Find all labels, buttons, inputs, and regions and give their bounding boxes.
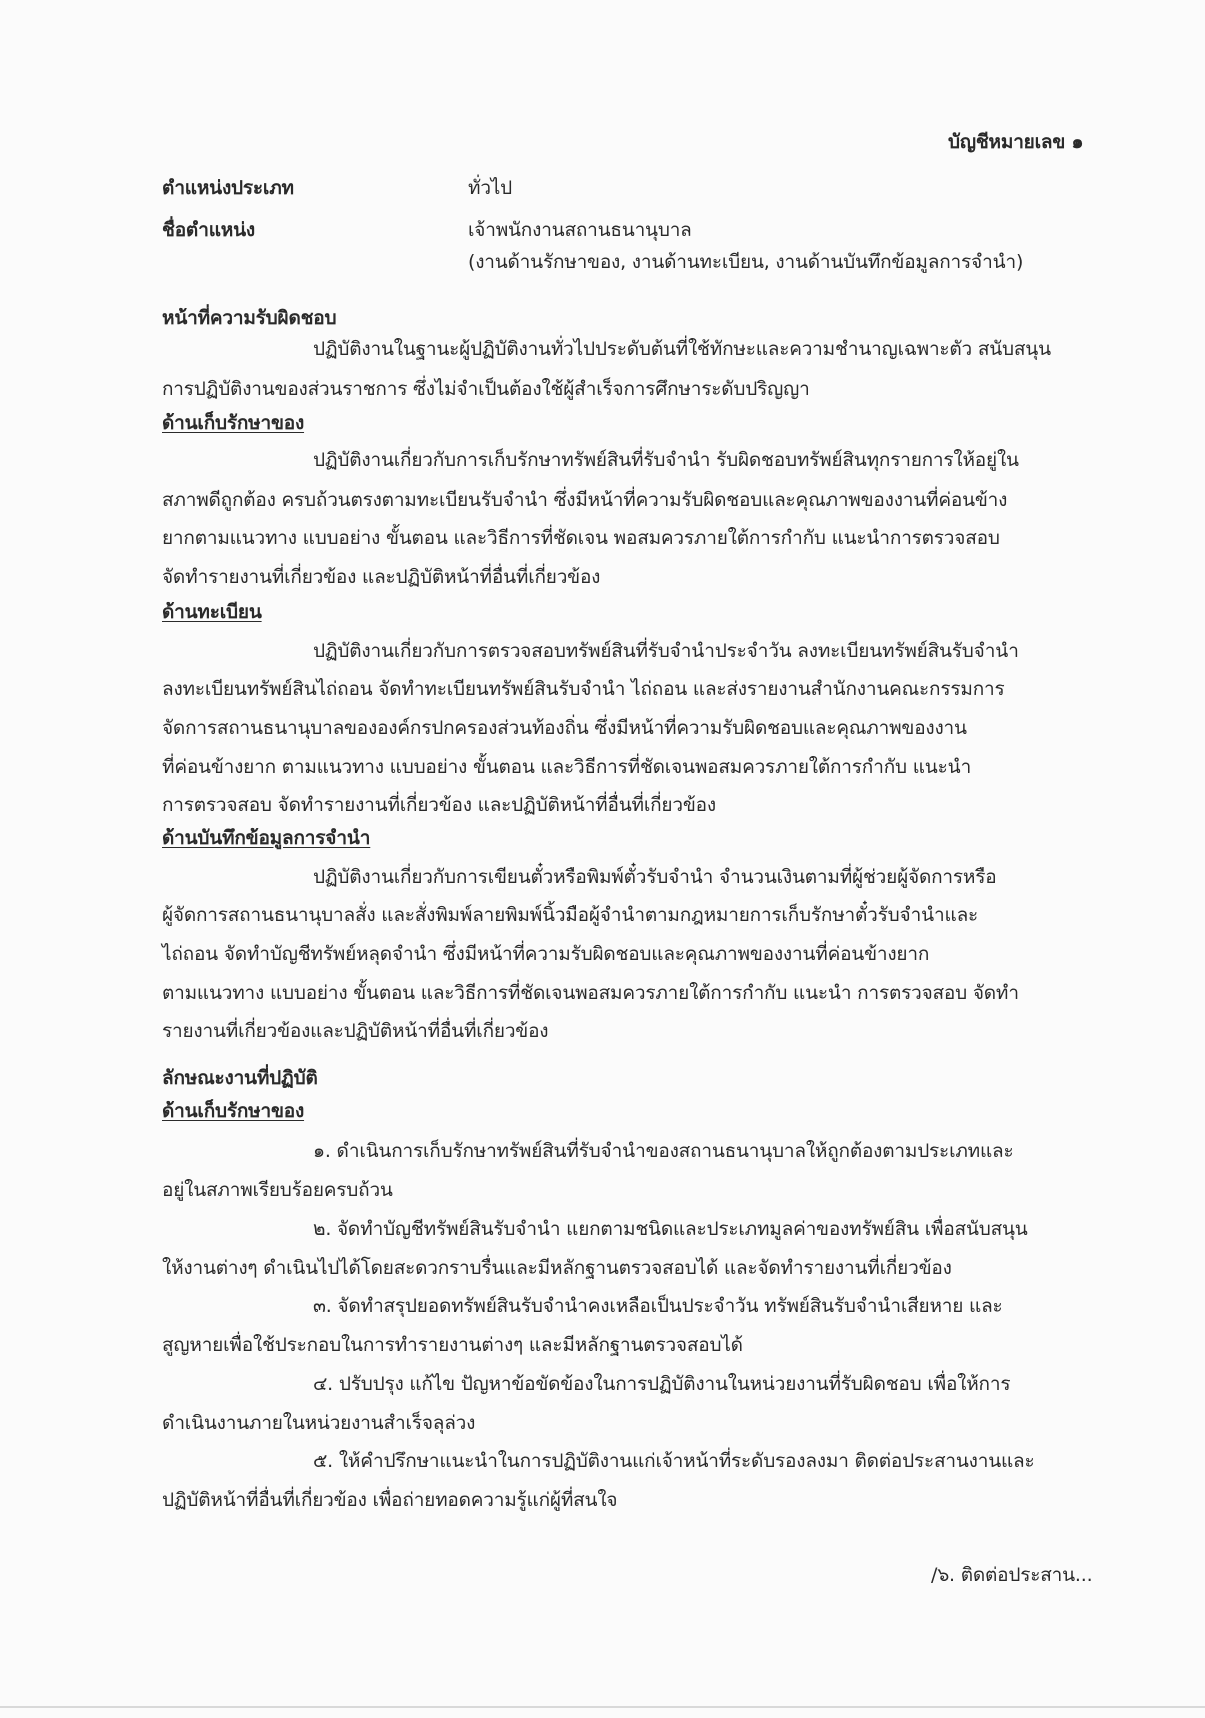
work-item-line: อยู่ในสภาพเรียบร้อยครบถ้วน <box>162 1179 393 1201</box>
list-number: บัญชีหมายเลข ๑ <box>948 131 1084 153</box>
duties-registry-heading: ด้านทะเบียน <box>162 601 262 623</box>
work-item-line: ให้งานต่างๆ ดำเนินไปได้โดยสะดวกราบรื่นและมีหลักฐานตรวจสอบได้ และจัดทำรายงานที่เกี่ยวข้อง <box>162 1257 952 1279</box>
duties-registry-line: ปฏิบัติงานเกี่ยวกับการตรวจสอบทรัพย์สินที่รับจำนำประจำวัน ลงทะเบียนทรัพย์สินรับจำนำ <box>313 640 1019 662</box>
position-name-label: ชื่อตำแหน่ง <box>162 219 255 241</box>
duties-registry-line: ลงทะเบียนทรัพย์สินไถ่ถอน จัดทำทะเบียนทรัพย์สินรับจำนำ ไถ่ถอน และส่งรายงานสำนักงานคณะกรรมการ <box>162 678 1005 700</box>
duties-registry-line: ที่ค่อนข้างยาก ตามแนวทาง แบบอย่าง ขั้นตอน และวิธีการที่ชัดเจนพอสมควรภายใต้การกำกับ แนะนำ <box>162 756 972 778</box>
duties-pawn-line: ไถ่ถอน จัดทำบัญชีทรัพย์หลุดจำนำ ซึ่งมีหน้าที่ความรับผิดชอบและคุณภาพของงานที่ค่อนข้างยาก <box>162 943 930 965</box>
work-heading: ลักษณะงานที่ปฏิบัติ <box>162 1067 318 1089</box>
work-item-line: ๕. ให้คำปรึกษาแนะนำในการปฏิบัติงานแก่เจ้าหน้าที่ระดับรองลงมา ติดต่อประสานงานและ <box>313 1450 1035 1472</box>
duties-pawn-heading: ด้านบันทึกข้อมูลการจำนำ <box>162 827 371 849</box>
work-item-line: ๓. จัดทำสรุปยอดทรัพย์สินรับจำนำคงเหลือเป็นประจำวัน ทรัพย์สินรับจำนำเสียหาย และ <box>313 1295 1003 1317</box>
duties-storage-line: ปฏิบัติงานเกี่ยวกับการเก็บรักษาทรัพย์สินที่รับจำนำ รับผิดชอบทรัพย์สินทุกรายการให้อยู่ใน <box>313 449 1019 471</box>
work-storage-heading: ด้านเก็บรักษาของ <box>162 1100 305 1122</box>
work-item-line: สูญหายเพื่อใช้ประกอบในการทำรายงานต่างๆ และมีหลักฐานตรวจสอบได้ <box>162 1334 743 1356</box>
duties-pawn-line: รายงานที่เกี่ยวข้องและปฏิบัติหน้าที่อื่นที่เกี่ยวข้อง <box>162 1020 549 1042</box>
position-name-value: เจ้าพนักงานสถานธนานุบาล <box>468 219 692 241</box>
duties-storage-line: สภาพดีถูกต้อง ครบถ้วนตรงตามทะเบียนรับจำนำ ซึ่งมีหน้าที่ความรับผิดชอบและคุณภาพของงานที่ค่อนข้าง <box>162 489 1008 511</box>
duties-registry-line: การตรวจสอบ จัดทำรายงานที่เกี่ยวข้อง และปฏิบัติหน้าที่อื่นที่เกี่ยวข้อง <box>162 794 716 816</box>
work-item-line: ปฏิบัติหน้าที่อื่นที่เกี่ยวข้อง เพื่อถ่ายทอดความรู้แก่ผู้ที่สนใจ <box>162 1489 618 1511</box>
footer-continuation: /๖. ติดต่อประสาน... <box>931 1564 1093 1586</box>
work-item-line: ๑. ดำเนินการเก็บรักษาทรัพย์สินที่รับจำนำของสถานธนานุบาลให้ถูกต้องตามประเภทและ <box>313 1140 1014 1162</box>
duties-pawn-line: ปฏิบัติงานเกี่ยวกับการเขียนตั๋วหรือพิมพ์ตั๋วรับจำนำ จำนวนเงินตามที่ผู้ช่วยผู้จัดการหรือ <box>313 866 997 888</box>
duties-storage-line: จัดทำรายงานที่เกี่ยวข้อง และปฏิบัติหน้าที่อื่นที่เกี่ยวข้อง <box>162 566 601 588</box>
position-name-detail: (งานด้านรักษาของ, งานด้านทะเบียน, งานด้านบันทึกข้อมูลการจำนำ) <box>468 251 1024 273</box>
duties-heading: หน้าที่ความรับผิดชอบ <box>162 307 337 329</box>
duties-storage-heading: ด้านเก็บรักษาของ <box>162 412 305 434</box>
position-type-label: ตำแหน่งประเภท <box>162 177 294 199</box>
work-item-line: ดำเนินงานภายในหน่วยงานสำเร็จลุล่วง <box>162 1412 476 1434</box>
duties-pawn-line: ผู้จัดการสถานธนานุบาลสั่ง และสั่งพิมพ์ลายพิมพ์นิ้วมือผู้จำนำตามกฎหมายการเก็บรักษาตั๋วรับจำนำและ <box>162 904 979 926</box>
duties-intro-line: การปฏิบัติงานของส่วนราชการ ซึ่งไม่จำเป็นต้องใช้ผู้สำเร็จการศึกษาระดับปริญญา <box>162 378 810 400</box>
duties-registry-line: จัดการสถานธนานุบาลขององค์กรปกครองส่วนท้องถิ่น ซึ่งมีหน้าที่ความรับผิดชอบและคุณภาพของงาน <box>162 717 967 739</box>
duties-pawn-line: ตามแนวทาง แบบอย่าง ขั้นตอน และวิธีการที่ชัดเจนพอสมควรภายใต้การกำกับ แนะนำ การตรวจสอบ จัดทำ <box>162 982 1019 1004</box>
page-edge-line <box>0 1706 1205 1708</box>
position-type-value: ทั่วไป <box>468 177 513 199</box>
work-item-line: ๔. ปรับปรุง แก้ไข ปัญหาข้อขัดข้องในการปฏิบัติงานในหน่วยงานที่รับผิดชอบ เพื่อให้การ <box>313 1373 1011 1395</box>
duties-intro-line: ปฏิบัติงานในฐานะผู้ปฏิบัติงานทั่วไปประดับต้นที่ใช้ทักษะและความชำนาญเฉพาะตัว สนับสนุน <box>313 338 1051 360</box>
work-item-line: ๒. จัดทำบัญชีทรัพย์สินรับจำนำ แยกตามชนิดและประเภทมูลค่าของทรัพย์สิน เพื่อสนับสนุน <box>313 1218 1028 1240</box>
duties-storage-line: ยากตามแนวทาง แบบอย่าง ขั้นตอน และวิธีการที่ชัดเจน พอสมควรภายใต้การกำกับ แนะนำการตรวจสอบ <box>162 527 1000 549</box>
